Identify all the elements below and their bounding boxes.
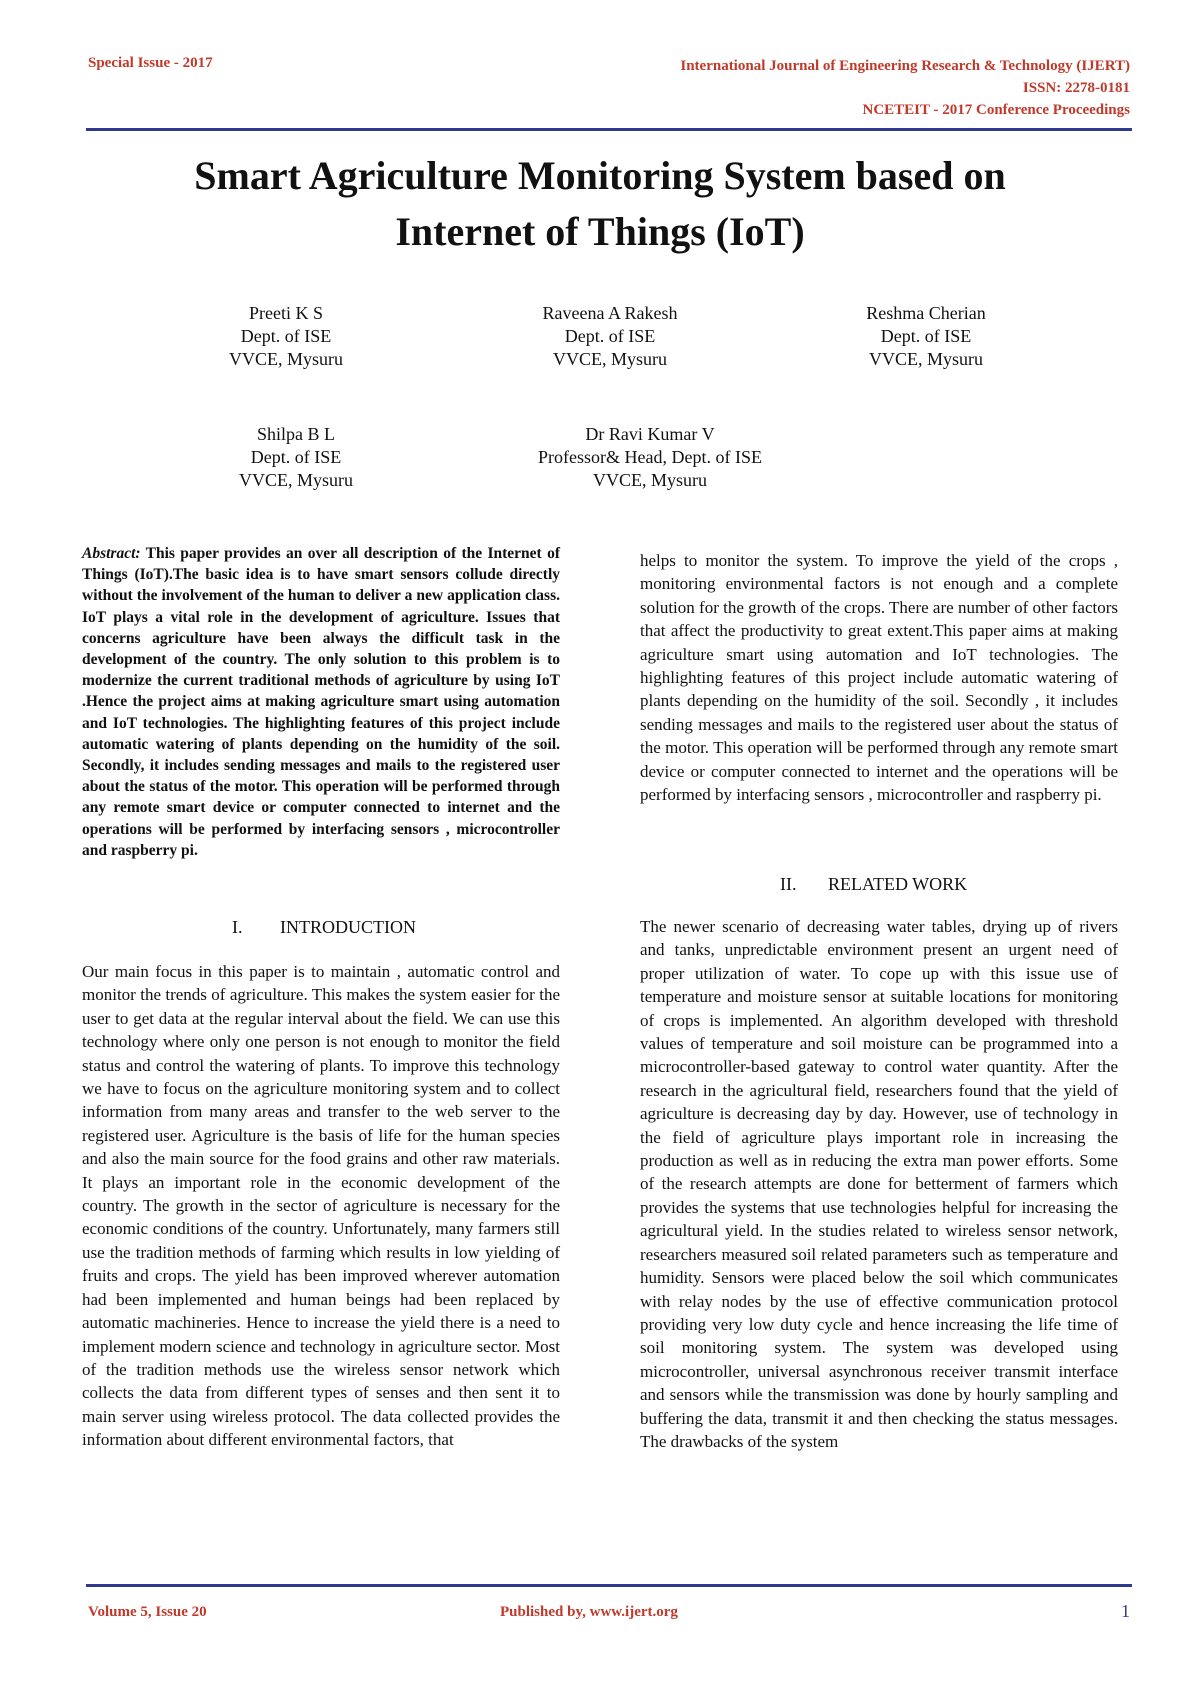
author-name: Dr Ravi Kumar V <box>585 424 715 444</box>
conference-proceedings: NCETEIT - 2017 Conference Proceedings <box>862 102 1130 118</box>
section-heading-introduction <box>232 917 416 938</box>
footer-publisher: Published by, www.ijert.org <box>500 1604 678 1620</box>
abstract <box>82 543 560 861</box>
header-journal-info <box>680 55 1130 121</box>
header-special-issue: Special Issue - 2017 <box>88 55 213 71</box>
author-institution: VVCE, Mysuru <box>592 470 707 490</box>
paper-title <box>60 148 1140 260</box>
author-institution: VVCE, Mysuru <box>868 349 983 369</box>
section-number: I. <box>232 917 243 937</box>
footer-volume: Volume 5, Issue 20 <box>88 1604 207 1620</box>
related-work-text: The newer scenario of decreasing water tables, drying up of rivers and tanks, unpredictable environment present an urgent need of proper utilization of water. To cope up with this issue use of temperature and moisture sensor at suitable locations for monitoring of crops is implemented. An algorithm developed with threshold values of temperature and soil moisture can be programmed into a microcontroller-based gateway to control water quantity. After the research in the agricultural field, researchers found that the yield of agriculture is decreasing day by day. However, use of technology in the field of agriculture plays important role in increasing the production as well as in reducing the extra man power efforts. Some of the research attempts are done for betterment of farmers which provides the systems that use technologies helpful for increasing the agricultural yield. In the studies related to wireless sensor network, researchers measured soil related parameters such as temperature and humidity. Sensors were placed below the soil which communicates with relay nodes by the use of effective communication protocol providing very low duty cycle and hence increasing the life time of soil monitoring system. The system was developed using microcontroller, universal asynchronous receiver transmit interface and sensors while the transmission was done by hourly sampling and buffering the data, transmit it and then checking the status messages. The drawbacks of the system <box>640 917 1118 1451</box>
author-block <box>166 302 406 371</box>
author-block <box>500 423 800 492</box>
title-line-1: Smart Agriculture Monitoring System based on <box>194 153 1006 198</box>
author-name: Shilpa B L <box>256 424 335 444</box>
author-block <box>176 423 416 492</box>
journal-issn: ISSN: 2278-0181 <box>1022 80 1130 96</box>
author-dept: Professor& Head, Dept. of ISE <box>538 447 762 467</box>
author-institution: VVCE, Mysuru <box>238 470 353 490</box>
author-dept: Dept. of ISE <box>240 326 332 346</box>
section-number: II. <box>780 874 797 894</box>
author-block <box>806 302 1046 371</box>
author-block <box>490 302 730 371</box>
abstract-label: Abstract: <box>82 545 141 562</box>
footer-divider <box>86 1584 1132 1587</box>
section-title: RELATED WORK <box>828 874 968 894</box>
author-institution: VVCE, Mysuru <box>552 349 667 369</box>
author-name: Raveena A Rakesh <box>542 303 678 323</box>
author-institution: VVCE, Mysuru <box>228 349 343 369</box>
abstract-text: This paper provides an over all description of the Internet of Things (IoT).The basic idea is to have smart sensors collude directly without the involvement of the human to deliver a new application class. IoT plays a vital role in the development of agriculture. Issues that concerns agriculture have been always the difficult task in the development of the country. The only solution to this problem is to modernize the current traditional methods of agriculture by using IoT .Hence the project aims at making agriculture smart using automation and IoT technologies. The highlighting features of this project include automatic watering of plants depending on the humidity of the soil. Secondly, it includes sending messages and mails to the registered user about the status of the motor. This operation will be performed through any remote smart device or computer connected to internet and the operations will be performed by interfacing sensors , microcontroller and raspberry pi. <box>82 545 560 859</box>
page-number: 1 <box>1121 1601 1130 1621</box>
author-dept: Dept. of ISE <box>564 326 656 346</box>
header-divider <box>86 128 1132 131</box>
author-dept: Dept. of ISE <box>880 326 972 346</box>
author-dept: Dept. of ISE <box>250 447 342 467</box>
introduction-text: Our main focus in this paper is to maintain , automatic control and monitor the trends of agriculture. This makes the system easier for the user to get data at the regular interval about the field. We can use this technology where only one person is not enough to monitor the field status and control the watering of plants. To improve this technology we have to focus on the agriculture monitoring system and to collect information from many areas and transfer to the web server to the registered user. Agriculture is the basis of life for the human species and also the main source for the food grains and other raw materials. It plays an important role in the economic development of the country. The growth in the sector of agriculture is necessary for the economic conditions of the country. Unfortunately, many farmers still use the tradition methods of farming which results in low yielding of fruits and crops. The yield has been improved wherever automation had been implemented and human beings had been replaced by automatic machineries. Hence to increase the yield there is a need to implement modern science and technology in agriculture sector. Most of the tradition methods use the wireless sensor network which collects the data from different types of senses and then sent it to main server using wireless protocol. The data collected provides the information about different environmental factors, that <box>82 962 560 1450</box>
author-name: Preeti K S <box>249 303 323 323</box>
introduction-continued-text: helps to monitor the system. To improve the yield of the crops , monitoring environmental factors is not enough and a complete solution for the growth of the crops. There are number of other factors that affect the productivity to great extent.This paper aims at making agriculture smart using automation and IoT technologies. The highlighting features of this project include automatic watering of plants depending on the humidity of the soil. Secondly , it includes sending messages and mails to the registered user about the status of the motor. This operation will be performed through any remote smart device or computer connected to internet and the operations will be performed by interfacing sensors , microcontroller and raspberry pi. <box>640 551 1118 805</box>
author-name: Reshma Cherian <box>866 303 986 323</box>
section-heading-related-work <box>780 874 967 895</box>
section-title: INTRODUCTION <box>280 917 416 937</box>
title-line-2: Internet of Things (IoT) <box>395 209 805 254</box>
journal-name: International Journal of Engineering Research & Technology (IJERT) <box>680 58 1130 74</box>
